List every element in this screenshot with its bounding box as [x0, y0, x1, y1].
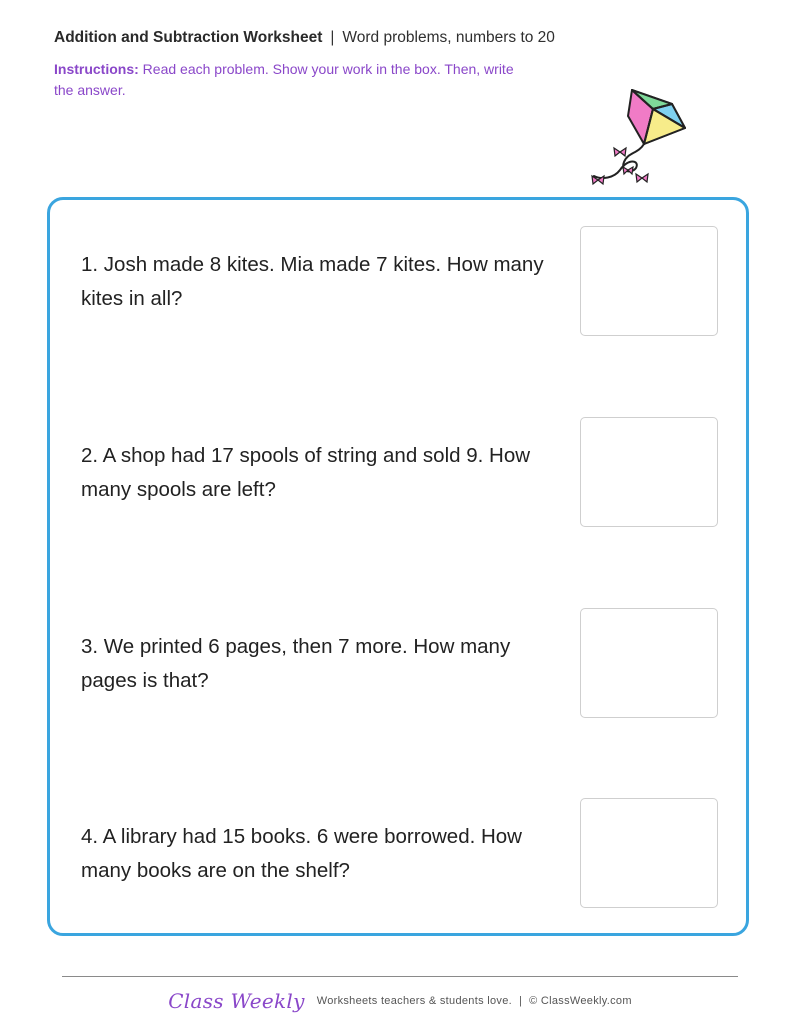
problem-2: 2. A shop had 17 spools of string and sold 9. How many spools are left? [81, 444, 531, 501]
worksheet-subtitle: Word problems, numbers to 20 [342, 29, 555, 46]
worksheet-title: Addition and Subtraction Worksheet [54, 29, 323, 46]
worksheet-header [54, 28, 555, 48]
footer-text [317, 995, 632, 1007]
brand-logo: Class Weekly [168, 989, 305, 1013]
instructions [54, 59, 534, 101]
answer-box-3[interactable] [580, 608, 718, 718]
header-separator: | [330, 29, 335, 46]
answer-box-2[interactable] [580, 417, 718, 527]
problem-1: 1. Josh made 8 kites. Mia made 7 kites. How many kites in all? [81, 253, 544, 310]
answer-box-1[interactable] [580, 226, 718, 336]
instructions-label: Instructions: [54, 61, 139, 77]
answer-box-4[interactable] [580, 798, 718, 908]
footer-divider [62, 976, 738, 977]
footer-tagline: Worksheets teachers & students love. [316, 995, 512, 1007]
kite-icon [580, 82, 692, 194]
problem-3: 3. We printed 6 pages, then 7 more. How many pages is that? [81, 635, 511, 692]
problem-4: 4. A library had 15 books. 6 were borrowed. How many books are on the shelf? [81, 825, 522, 882]
instructions-text: Read each problem. Show your work in the box. Then, write the answer. [54, 61, 514, 98]
footer-separator: | [518, 995, 523, 1007]
footer [0, 986, 800, 1016]
footer-copyright: © ClassWeekly.com [529, 995, 632, 1007]
